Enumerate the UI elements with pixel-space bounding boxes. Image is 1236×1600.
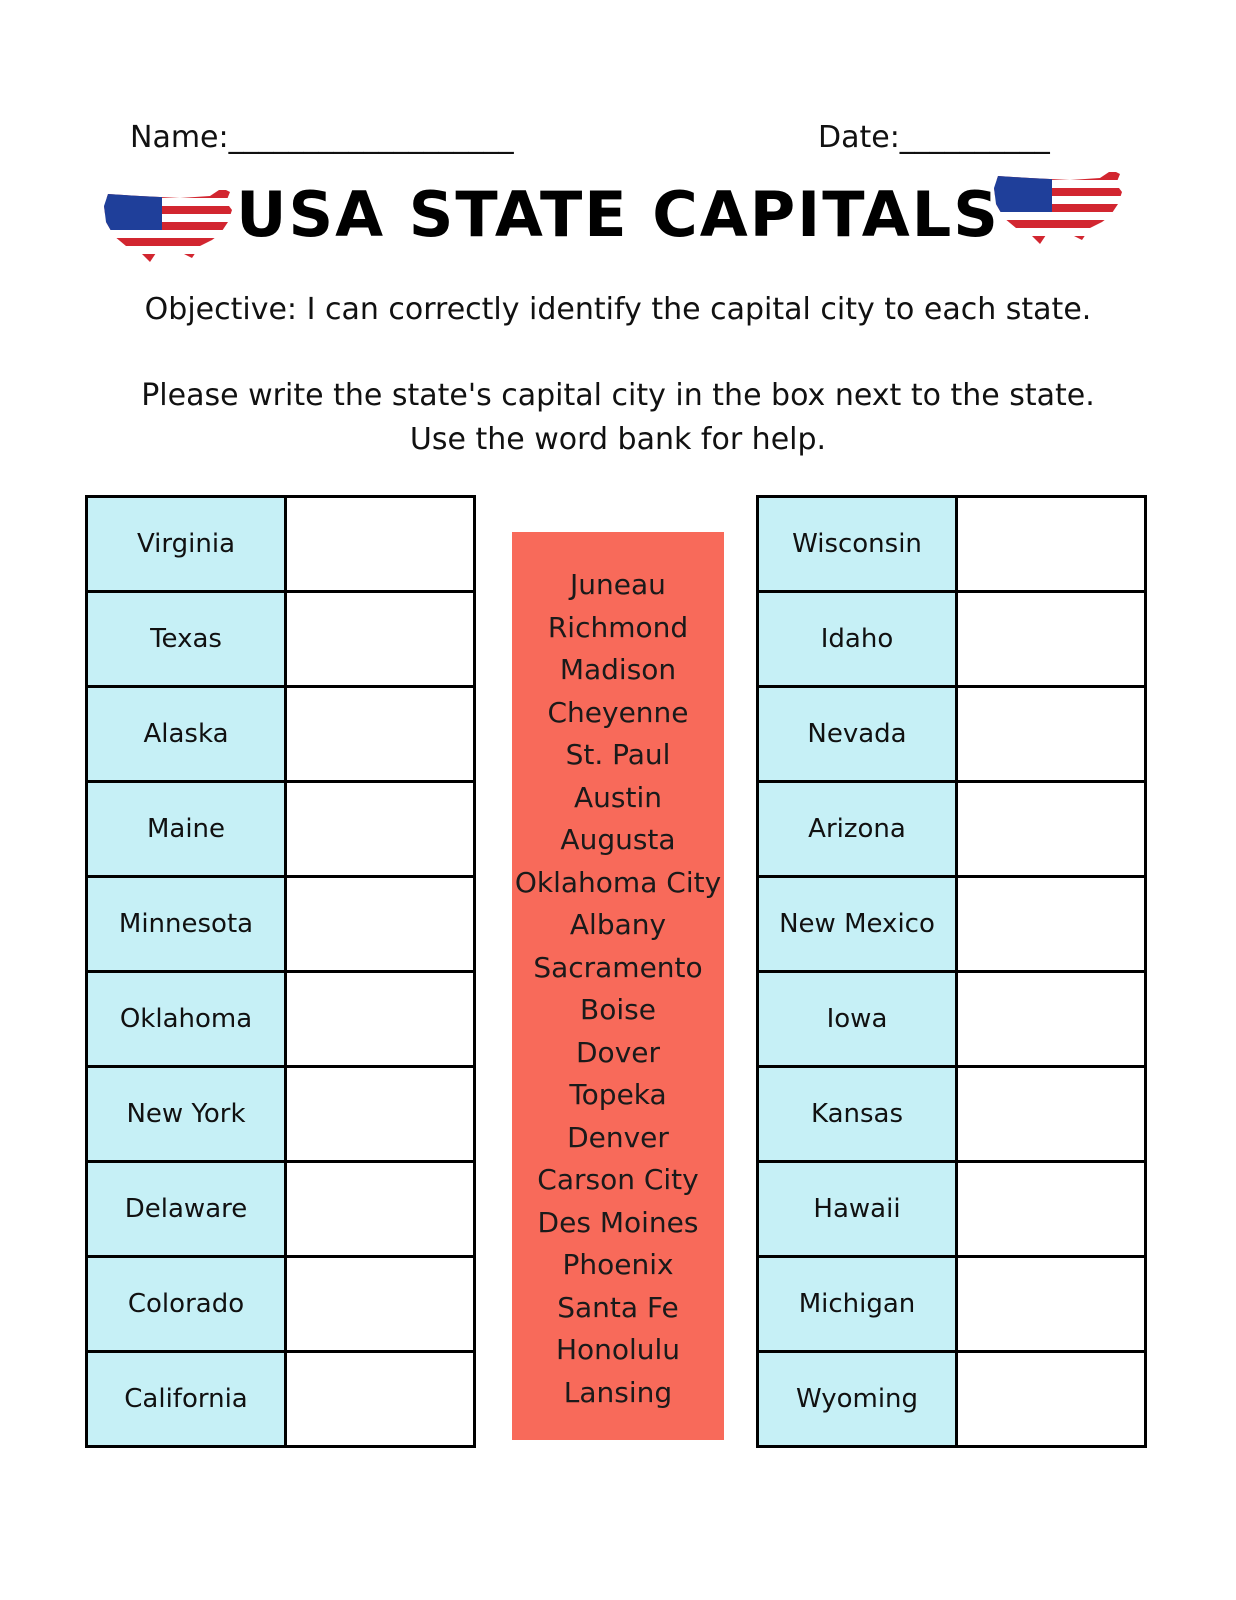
table-row <box>758 687 1146 782</box>
word-bank-item: Oklahoma City <box>514 865 722 899</box>
answer-box[interactable] <box>957 1067 1146 1162</box>
page-title: USA STATE CAPITALS <box>236 178 1000 251</box>
answer-box[interactable] <box>286 592 475 687</box>
table-row <box>87 877 475 972</box>
word-bank-item: Lansing <box>563 1375 673 1409</box>
table-row <box>87 687 475 782</box>
table-row <box>87 1257 475 1352</box>
table-row <box>87 782 475 877</box>
table-row <box>87 592 475 687</box>
state-cell: Texas <box>87 592 286 687</box>
word-bank-item: Albany <box>569 908 667 941</box>
instructions-line: Use the word bank for help. <box>409 422 827 457</box>
answer-box[interactable] <box>286 497 475 592</box>
states-table-right <box>756 495 1147 1448</box>
state-cell: New York <box>87 1067 286 1162</box>
table-row <box>758 877 1146 972</box>
word-bank-item: Carson City <box>537 1163 699 1196</box>
table-row <box>758 497 1146 592</box>
state-cell: Hawaii <box>758 1162 957 1257</box>
word-bank-item: Santa Fe <box>557 1290 679 1324</box>
table-row <box>758 972 1146 1067</box>
name-field[interactable]: Name:___________________ <box>130 120 514 155</box>
word-bank-item: Boise <box>580 993 656 1026</box>
answer-box[interactable] <box>957 687 1146 782</box>
word-bank-item: Phoenix <box>562 1248 674 1281</box>
answer-box[interactable] <box>957 497 1146 592</box>
word-bank-item: Sacramento <box>533 950 703 984</box>
answer-box[interactable] <box>957 1352 1146 1447</box>
word-bank <box>512 532 724 1440</box>
answer-box[interactable] <box>957 1257 1146 1352</box>
state-cell: Wyoming <box>758 1352 957 1447</box>
answer-box[interactable] <box>286 1067 475 1162</box>
table-row <box>758 1257 1146 1352</box>
word-bank-item: Des Moines <box>537 1205 699 1239</box>
state-cell: Kansas <box>758 1067 957 1162</box>
table-row <box>758 782 1146 877</box>
state-cell: Colorado <box>87 1257 286 1352</box>
state-cell: Delaware <box>87 1162 286 1257</box>
table-row <box>758 1352 1146 1447</box>
state-cell: New Mexico <box>758 877 957 972</box>
word-bank-item: Denver <box>567 1120 669 1154</box>
table-row <box>758 592 1146 687</box>
answer-box[interactable] <box>286 782 475 877</box>
state-cell: California <box>87 1352 286 1447</box>
state-cell: Arizona <box>758 782 957 877</box>
state-cell: Alaska <box>87 687 286 782</box>
state-cell: Minnesota <box>87 877 286 972</box>
answer-box[interactable] <box>286 1162 475 1257</box>
answer-box[interactable] <box>286 972 475 1067</box>
answer-box[interactable] <box>957 782 1146 877</box>
word-bank-item: St. Paul <box>565 738 671 771</box>
answer-box[interactable] <box>286 687 475 782</box>
table-row <box>87 1162 475 1257</box>
table-row <box>87 497 475 592</box>
state-cell: Michigan <box>758 1257 957 1352</box>
states-table-left <box>85 495 476 1448</box>
state-cell: Wisconsin <box>758 497 957 592</box>
answer-box[interactable] <box>957 1162 1146 1257</box>
state-cell: Iowa <box>758 972 957 1067</box>
state-cell: Maine <box>87 782 286 877</box>
table-row <box>758 1162 1146 1257</box>
answer-box[interactable] <box>957 592 1146 687</box>
table-row <box>87 1067 475 1162</box>
answer-box[interactable] <box>957 877 1146 972</box>
word-bank-item: Juneau <box>570 568 666 601</box>
answer-box[interactable] <box>957 972 1146 1067</box>
instructions-line: Please write the state's capital city in the box next to the state. <box>141 378 1095 413</box>
date-field[interactable]: Date:__________ <box>818 120 1050 155</box>
word-bank-item: Austin <box>574 780 662 814</box>
answer-box[interactable] <box>286 1352 475 1447</box>
word-bank-item: Honolulu <box>555 1333 681 1366</box>
state-cell: Nevada <box>758 687 957 782</box>
word-bank-item: Augusta <box>560 823 676 856</box>
table-row <box>87 1352 475 1447</box>
word-bank-item: Dover <box>576 1035 660 1069</box>
word-bank-item: Madison <box>559 653 677 686</box>
objective-text: Objective: I can correctly identify the capital city to each state. <box>144 292 1092 327</box>
answer-box[interactable] <box>286 877 475 972</box>
state-cell: Idaho <box>758 592 957 687</box>
state-cell: Virginia <box>87 497 286 592</box>
state-cell: Oklahoma <box>87 972 286 1067</box>
table-row <box>758 1067 1146 1162</box>
table-row <box>87 972 475 1067</box>
word-bank-item: Cheyenne <box>547 695 689 729</box>
word-bank-item: Richmond <box>547 610 689 644</box>
answer-box[interactable] <box>286 1257 475 1352</box>
word-bank-item: Topeka <box>569 1078 667 1111</box>
